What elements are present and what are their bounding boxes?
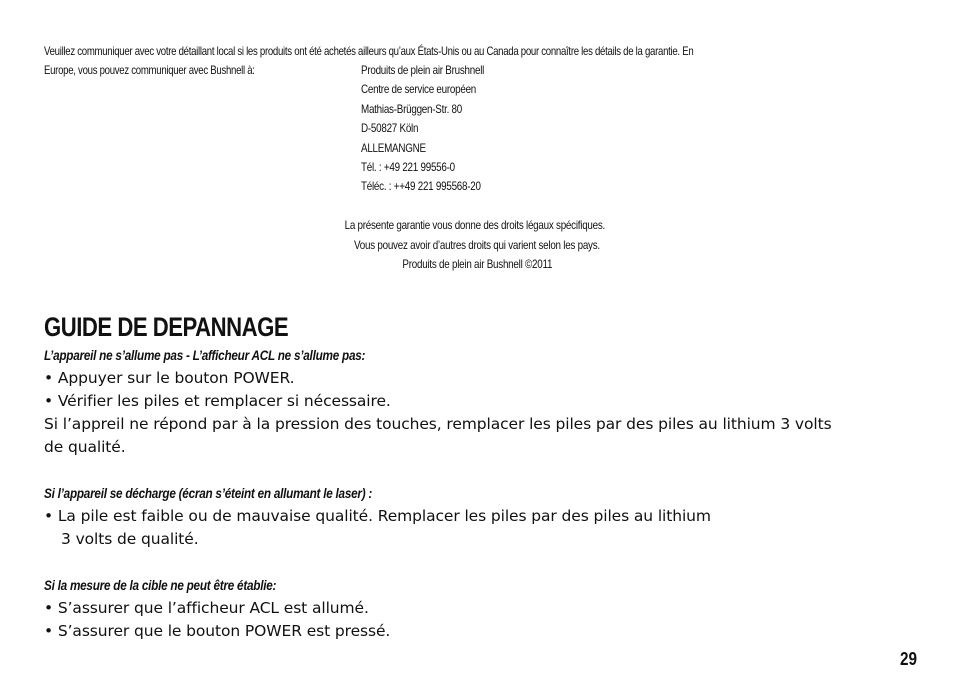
address-company: Produits de plein air Brushnell	[361, 63, 485, 77]
warranty-text-line-2: Europe, vous pouvez communiquer avec Bushnell à:	[44, 63, 255, 77]
legal-line-2: Vous pouvez avoir d’autres droits qui varient selon les pays.	[354, 237, 600, 252]
list-item: • S’assurer que le bouton POWER est pressé.	[44, 622, 391, 640]
paragraph-line: Si l’appreil ne répond par à la pression des touches, remplacer les piles par des piles au lithium 3 volts	[44, 415, 832, 433]
section-heading-discharge: Si l’appareil se décharge (écran s’éteint en allumant le laser) :	[44, 485, 373, 501]
troubleshooting-guide	[44, 344, 924, 643]
list-item: • La pile est faible ou de mauvaise qualité. Remplacer les piles par des piles au lithium	[44, 507, 711, 525]
address-fax: Téléc. : ++49 221 995568-20	[361, 179, 481, 194]
address-service-center: Centre de service européen	[361, 82, 477, 97]
address-phone: Tél. : +49 221 99556-0	[361, 160, 455, 175]
section-heading-no-power: L’appareil ne s’allume pas - L’afficheur ACL ne s’allume pas:	[44, 347, 366, 363]
list-item: • S’assurer que l’afficheur ACL est allumé.	[44, 599, 369, 617]
address-postal-city: D-50827 Köln	[361, 121, 419, 136]
section-heading-no-measurement: Si la mesure de la cible ne peut être établie:	[44, 577, 277, 593]
list-item: • Vérifier les piles et remplacer si nécessaire.	[44, 392, 391, 410]
address-country: ALLEMANGNE	[361, 140, 426, 155]
copyright-line: Produits de plein air Bushnell ©2011	[402, 257, 552, 271]
list-item: • Appuyer sur le bouton POWER.	[44, 369, 295, 387]
legal-notice	[0, 216, 954, 275]
address-street: Mathias-Brüggen-Str. 80	[361, 101, 463, 116]
warranty-text-line-1: Veuillez communiquer avec votre détaillant local si les produits ont été achetés ailleurs qu’aux États-Unis ou au Canada pour connaître les détails de la garantie. En	[44, 44, 694, 58]
page-number: 29	[900, 649, 918, 669]
european-service-address	[361, 61, 484, 197]
page-title: GUIDE DE DEPANNAGE	[44, 312, 289, 342]
list-item-continuation: 3 volts de qualité.	[61, 530, 199, 548]
paragraph-line: de qualité.	[44, 438, 126, 456]
legal-line-1: La présente garantie vous donne des droits légaux spécifiques.	[344, 218, 606, 232]
